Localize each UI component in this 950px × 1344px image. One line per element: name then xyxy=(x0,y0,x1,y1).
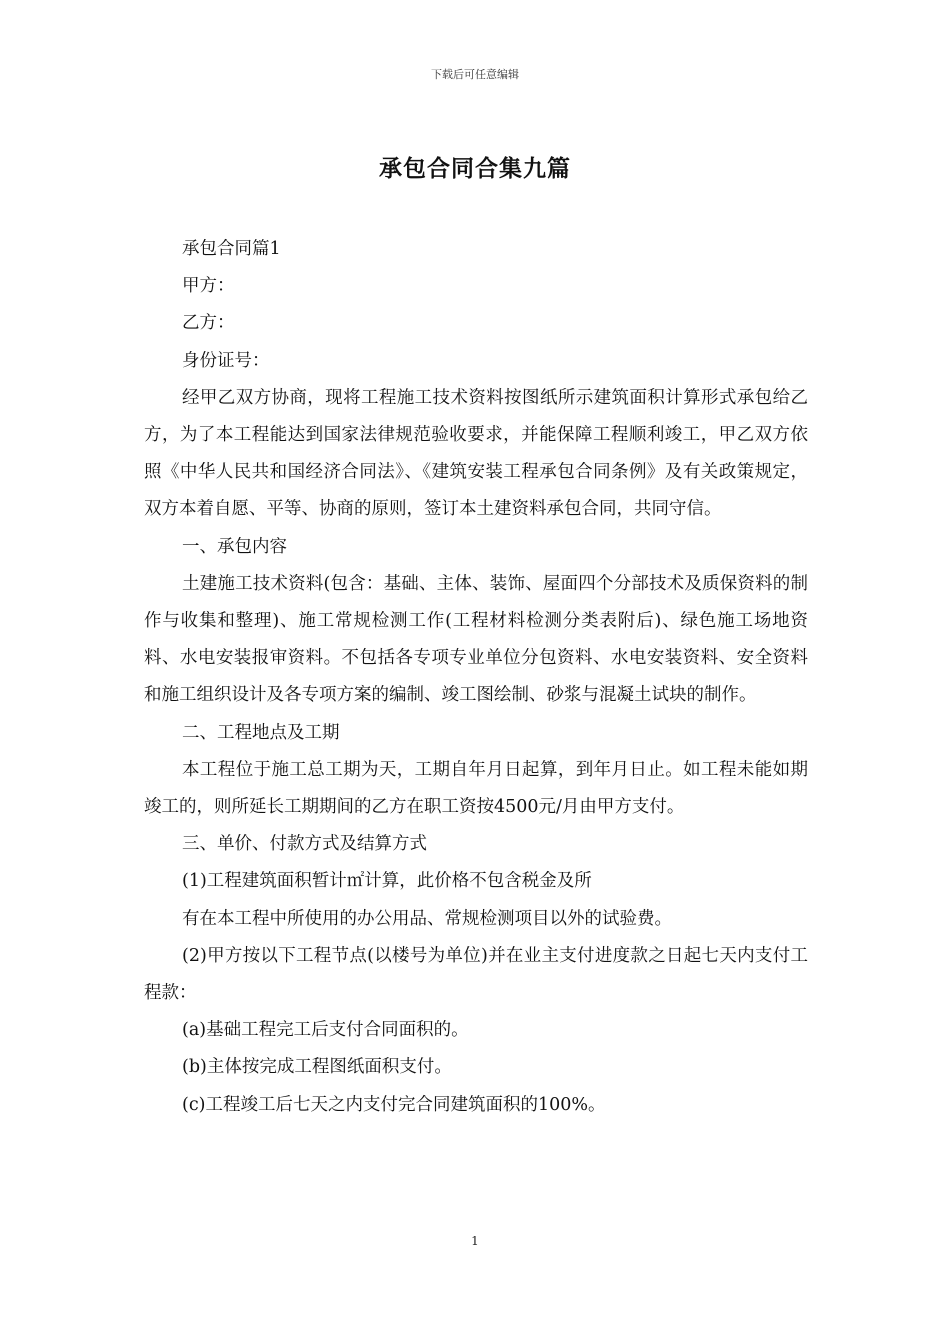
payment-subitem: (a)基础工程完工后支付合同面积的。 xyxy=(182,1020,469,1041)
clause-heading: 一、承包内容 xyxy=(182,536,287,557)
payment-item: (2)甲方按以下工程节点(以楼号为单位)并在业主支付进度款之日起七天内支付工程款： xyxy=(144,945,808,1004)
document-title: 承包合同合集九篇 xyxy=(379,155,571,182)
contract-scope-paragraph: 土建施工技术资料(包含：基础、主体、装饰、屋面四个分部技术及质保资料的制作与收集和整理)、施工常规检测工作(工程材料检测分类表附后)、绿色施工场地资料、水电安装报审资料。不包括各专项专业单位分包资料、水电安装资料、安全资料和施工组织设计及各专项方案的编制、竣工图绘制、砂浆与混凝土试块的制作。 xyxy=(144,573,808,706)
clause-heading: 二、工程地点及工期 xyxy=(182,722,340,743)
header-note: 下载后可任意编辑 xyxy=(431,68,519,81)
payment-subitem: (b)主体按完成工程图纸面积支付。 xyxy=(182,1057,452,1078)
party-b-line: 乙方： xyxy=(182,313,235,334)
payment-item-continued: 有在本工程中所使用的办公用品、常规检测项目以外的试验费。 xyxy=(182,908,672,929)
id-number-line: 身份证号： xyxy=(182,350,270,371)
clause-heading: 三、单价、付款方式及结算方式 xyxy=(182,834,427,855)
payment-subitem: (c)工程竣工后七天之内支付完合同建筑面积的100%。 xyxy=(182,1094,606,1115)
preamble-paragraph: 经甲乙双方协商，现将工程施工技术资料按图纸所示建筑面积计算形式承包给乙方，为了本工程能达到国家法律规范验收要求，并能保障工程顺利竣工，甲乙双方依照《中华人民共和国经济合同法》、《建筑安装工程承包合同条例》及有关政策规定，双方本着自愿、平等、协商的原则，签订本土建资料承包合同，共同守信。 xyxy=(144,387,808,520)
location-duration-paragraph: 本工程位于施工总工期为天，工期自年月日起算，到年月日止。如工程未能如期竣工的，则所延长工期期间的乙方在职工资按4500元/月由甲方支付。 xyxy=(144,759,808,818)
section-heading: 承包合同篇1 xyxy=(182,239,281,259)
page-number: 1 xyxy=(471,1234,479,1248)
payment-item: (1)工程建筑面积暂计㎡计算，此价格不包含税金及所 xyxy=(182,871,592,892)
document-body xyxy=(144,231,808,1124)
party-a-line: 甲方： xyxy=(182,276,235,297)
